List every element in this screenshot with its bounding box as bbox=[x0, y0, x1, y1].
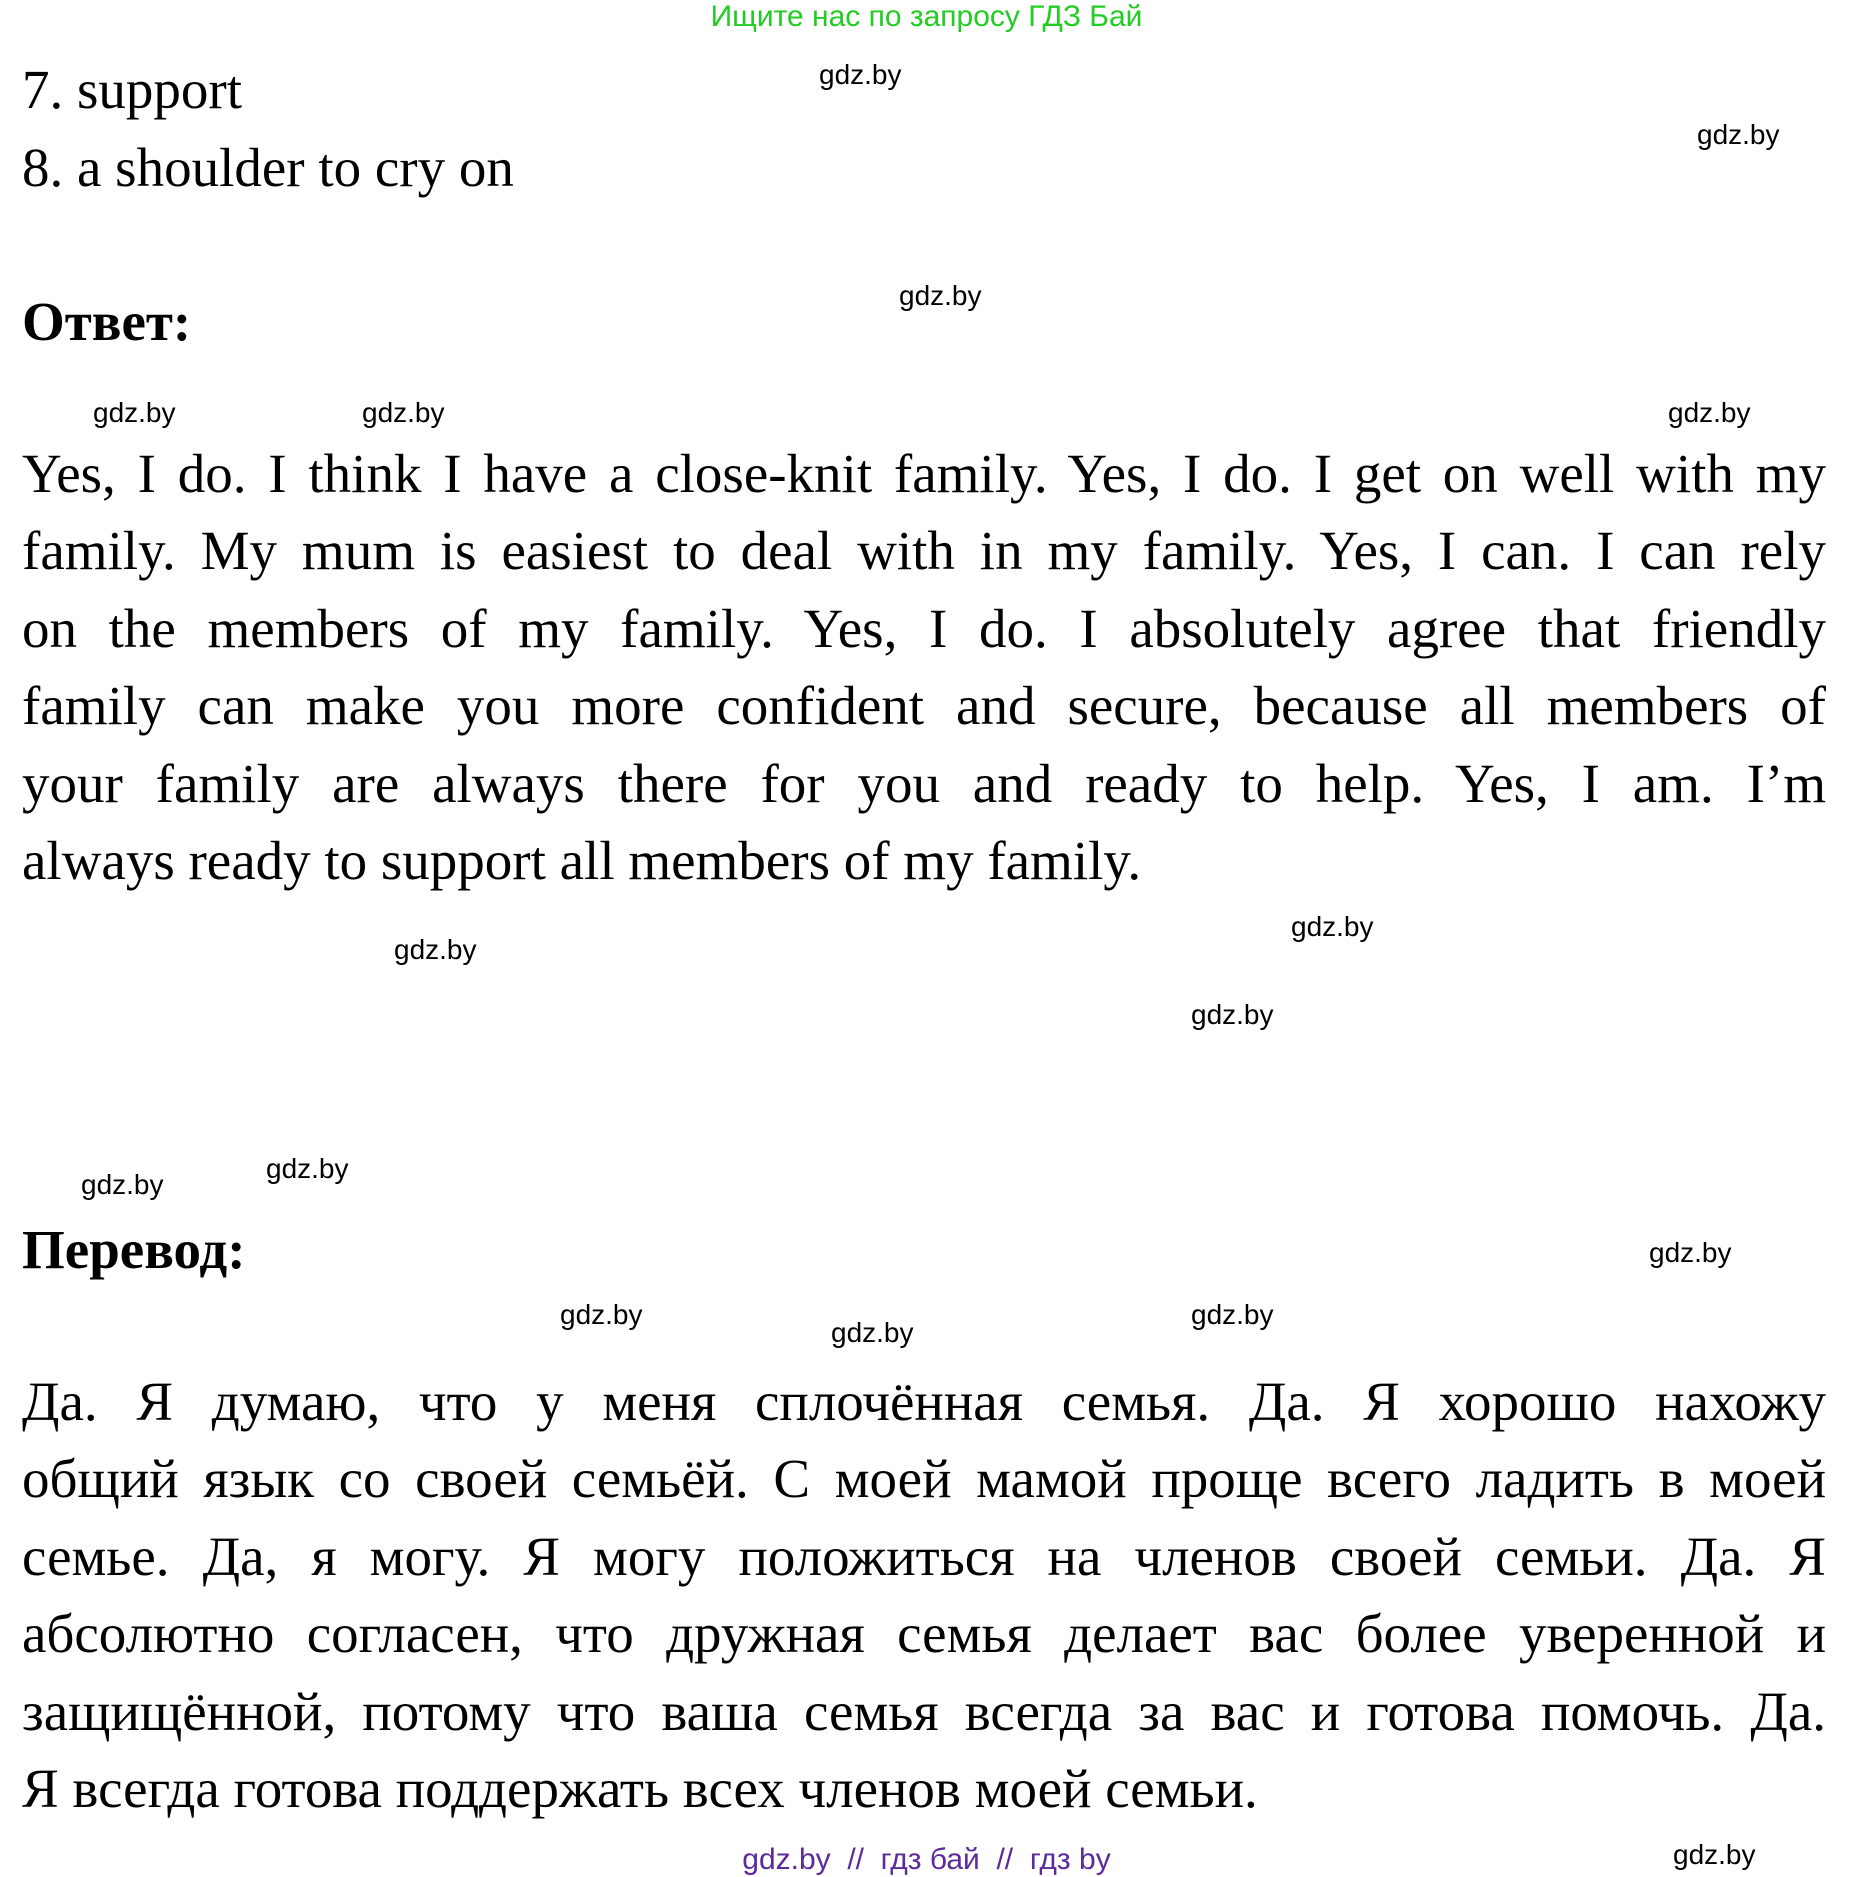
answer-line: family. My mum is easiest to deal with in my family. Yes, I can. I can rely bbox=[22, 520, 1826, 582]
translation-line: Да. Я думаю, что у меня сплочённая семья. Да. Я хорошо нахожу bbox=[22, 1371, 1826, 1432]
watermark: gdz.by bbox=[362, 397, 445, 428]
answer-paragraph bbox=[22, 435, 1826, 899]
watermark: gdz.by bbox=[899, 280, 982, 311]
watermark: gdz.by bbox=[1291, 911, 1374, 942]
answer-line: Yes, I do. I think I have a close-knit family. Yes, I do. I get on well with my bbox=[22, 443, 1826, 504]
search-banner: Ищите нас по запросу ГДЗ Бай bbox=[710, 0, 1143, 33]
translation-line: семье. Да, я могу. Я могу положиться на членов своей семьи. Да. Я bbox=[22, 1525, 1826, 1587]
watermark: gdz.by bbox=[266, 1153, 349, 1184]
watermark: gdz.by bbox=[1673, 1839, 1756, 1870]
translation-line: Я всегда готова поддержать всех членов моей семьи. bbox=[22, 1758, 1258, 1820]
footer-links: gdz.by // гдз бай // гдз by bbox=[742, 1843, 1111, 1876]
watermark: gdz.by bbox=[81, 1169, 164, 1200]
translation-line: защищённой, потому что ваша семья всегда за вас и готова помочь. Да. bbox=[22, 1680, 1826, 1742]
watermark: gdz.by bbox=[560, 1299, 643, 1330]
translation-line: абсолютно согласен, что дружная семья делает вас более уверенной и bbox=[22, 1603, 1826, 1665]
watermark: gdz.by bbox=[1697, 119, 1780, 150]
watermark: gdz.by bbox=[93, 397, 176, 428]
watermark: gdz.by bbox=[1668, 397, 1751, 428]
answer-line: your family are always there for you and ready to help. Yes, I am. I’m bbox=[22, 752, 1826, 814]
answer-line: family can make you more confident and secure, because all members of bbox=[22, 675, 1826, 737]
watermark: gdz.by bbox=[831, 1317, 914, 1348]
watermark: gdz.by bbox=[1191, 1299, 1274, 1330]
watermark: gdz.by bbox=[394, 934, 477, 965]
translation-heading: Перевод: bbox=[22, 1219, 246, 1280]
translation-line: общий язык со своей семьёй. С моей мамой проще всего ладить в моей bbox=[22, 1448, 1826, 1510]
answer-heading: Ответ: bbox=[22, 291, 192, 352]
answer-line: on the members of my family. Yes, I do. I absolutely agree that friendly bbox=[22, 597, 1826, 659]
answer-line: always ready to support all members of my family. bbox=[22, 830, 1142, 892]
watermark: gdz.by bbox=[819, 59, 902, 90]
watermark: gdz.by bbox=[1191, 999, 1274, 1030]
translation-paragraph bbox=[22, 1363, 1826, 1827]
list-item-8: 8. a shoulder to cry on bbox=[22, 137, 514, 198]
list-item-7: 7. support bbox=[22, 59, 242, 120]
watermark: gdz.by bbox=[1649, 1237, 1732, 1268]
